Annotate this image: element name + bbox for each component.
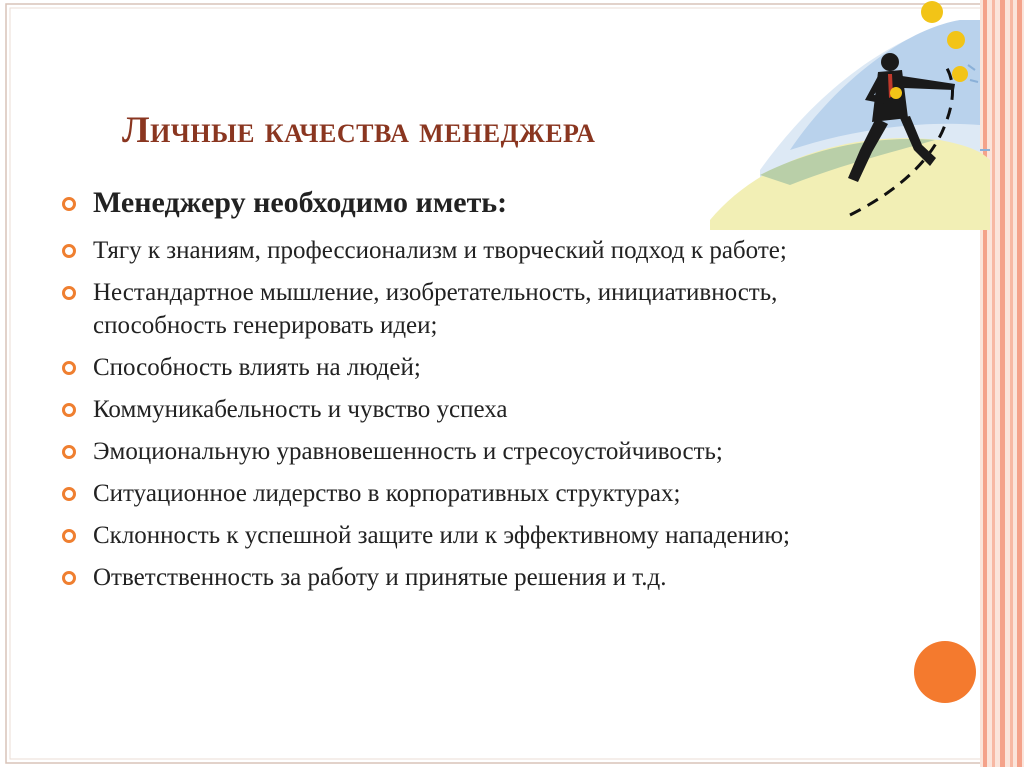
bullet-text: Коммуникабельность и чувство успеха — [93, 396, 508, 423]
bullet-text: Нестандартное мышление, изобретательность, инициативность, способность генерировать идеи; — [93, 279, 778, 339]
bullet-text: Тягу к знаниям, профессионализм и творческий подход к работе; — [93, 237, 787, 264]
bullet-text: Эмоциональную уравновешенность и стресоустойчивость; — [93, 438, 723, 465]
bullet-item-lead — [60, 184, 880, 222]
circle-bullet-icon — [62, 286, 76, 300]
bullet-item — [60, 393, 880, 426]
orange-circle-decor — [914, 641, 976, 703]
bullet-text: Способность влиять на людей; — [93, 354, 421, 381]
bullet-text: Менеджеру необходимо иметь: — [93, 186, 508, 219]
bullet-text: Ситуационное лидерство в корпоративных структурах; — [93, 480, 681, 507]
bullet-item — [60, 435, 880, 468]
bullet-text: Ответственность за работу и принятые решения и т.д. — [93, 564, 667, 591]
slide-title: Личные качества менеджера — [122, 110, 596, 151]
circle-bullet-icon — [62, 197, 76, 211]
bullet-item — [60, 561, 880, 594]
bullet-item — [60, 351, 880, 384]
bullet-item — [60, 519, 880, 552]
circle-bullet-icon — [62, 445, 76, 459]
circle-bullet-icon — [62, 487, 76, 501]
bullet-list — [60, 184, 880, 603]
bullet-item — [60, 276, 880, 342]
circle-bullet-icon — [62, 244, 76, 258]
circle-bullet-icon — [62, 403, 76, 417]
circle-bullet-icon — [62, 571, 76, 585]
bullet-item — [60, 234, 880, 267]
bullet-text: Склонность к успешной защите или к эффективному нападению; — [93, 522, 790, 549]
circle-bullet-icon — [62, 361, 76, 375]
bullet-item — [60, 477, 880, 510]
circle-bullet-icon — [62, 529, 76, 543]
